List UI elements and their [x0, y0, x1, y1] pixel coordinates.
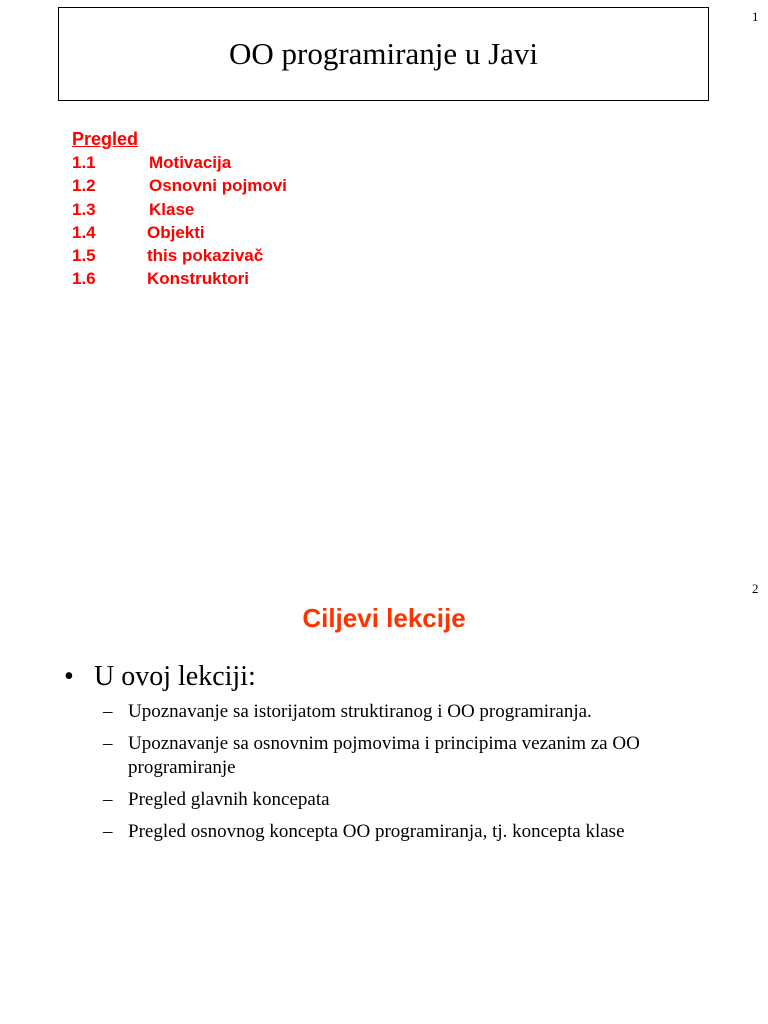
- toc-item-number: 1.3: [72, 199, 96, 219]
- main-bullet: [64, 660, 256, 694]
- slide-title: OO programiranje u Javi: [228, 36, 539, 71]
- toc-item: [72, 244, 264, 267]
- dash-icon: –: [103, 733, 113, 754]
- title-box: [58, 7, 709, 101]
- toc-item-number: 1.6: [72, 269, 96, 289]
- toc-item: [72, 221, 205, 244]
- section-heading: Ciljevi lekcije: [302, 603, 466, 633]
- sub-bullet-item: [103, 788, 723, 812]
- sub-bullet-item: [103, 700, 723, 724]
- page-number-2: 2: [752, 581, 759, 596]
- dash-icon: –: [103, 821, 113, 842]
- toc-item-number: 1.2: [72, 176, 96, 196]
- sub-bullet-text: Pregled osnovnog koncepta OO programiranja, tj. koncepta klase: [128, 821, 625, 842]
- page-number-1: 1: [752, 9, 759, 24]
- toc-item-label: Osnovni pojmovi: [149, 176, 287, 196]
- dash-icon: –: [103, 789, 113, 810]
- toc-item-label: Konstruktori: [147, 269, 249, 289]
- toc-item: [72, 174, 287, 197]
- toc-item-number: 1.1: [72, 153, 96, 172]
- toc-item-label: this pokazivač: [147, 246, 264, 266]
- toc-item-number: 1.4: [72, 222, 96, 242]
- dash-icon: –: [103, 701, 113, 722]
- toc-item: [72, 267, 249, 290]
- sub-bullet-text: Pregled glavnih koncepata: [128, 789, 330, 810]
- sub-bullet-item: [103, 820, 723, 844]
- toc-item-label: Klase: [149, 199, 195, 219]
- table-of-contents: [72, 128, 287, 291]
- sub-bullet-item: [103, 732, 723, 780]
- toc-item: [72, 151, 232, 174]
- toc-item-label: Motivacija: [149, 153, 232, 172]
- toc-item-label: Objekti: [147, 222, 205, 242]
- main-bullet-text: U ovoj lekciji:: [94, 661, 256, 692]
- bullet-dot-icon: •: [64, 661, 74, 692]
- sub-bullet-list: [103, 700, 723, 852]
- toc-item-number: 1.5: [72, 246, 96, 266]
- toc-item: [72, 198, 195, 221]
- toc-heading: Pregled: [72, 129, 139, 149]
- sub-bullet-text: Upoznavanje sa istorijatom struktiranog i OO programiranja.: [128, 701, 592, 722]
- sub-bullet-text: Upoznavanje sa osnovnim pojmovima i principima vezanim za OO programiranje: [128, 733, 640, 778]
